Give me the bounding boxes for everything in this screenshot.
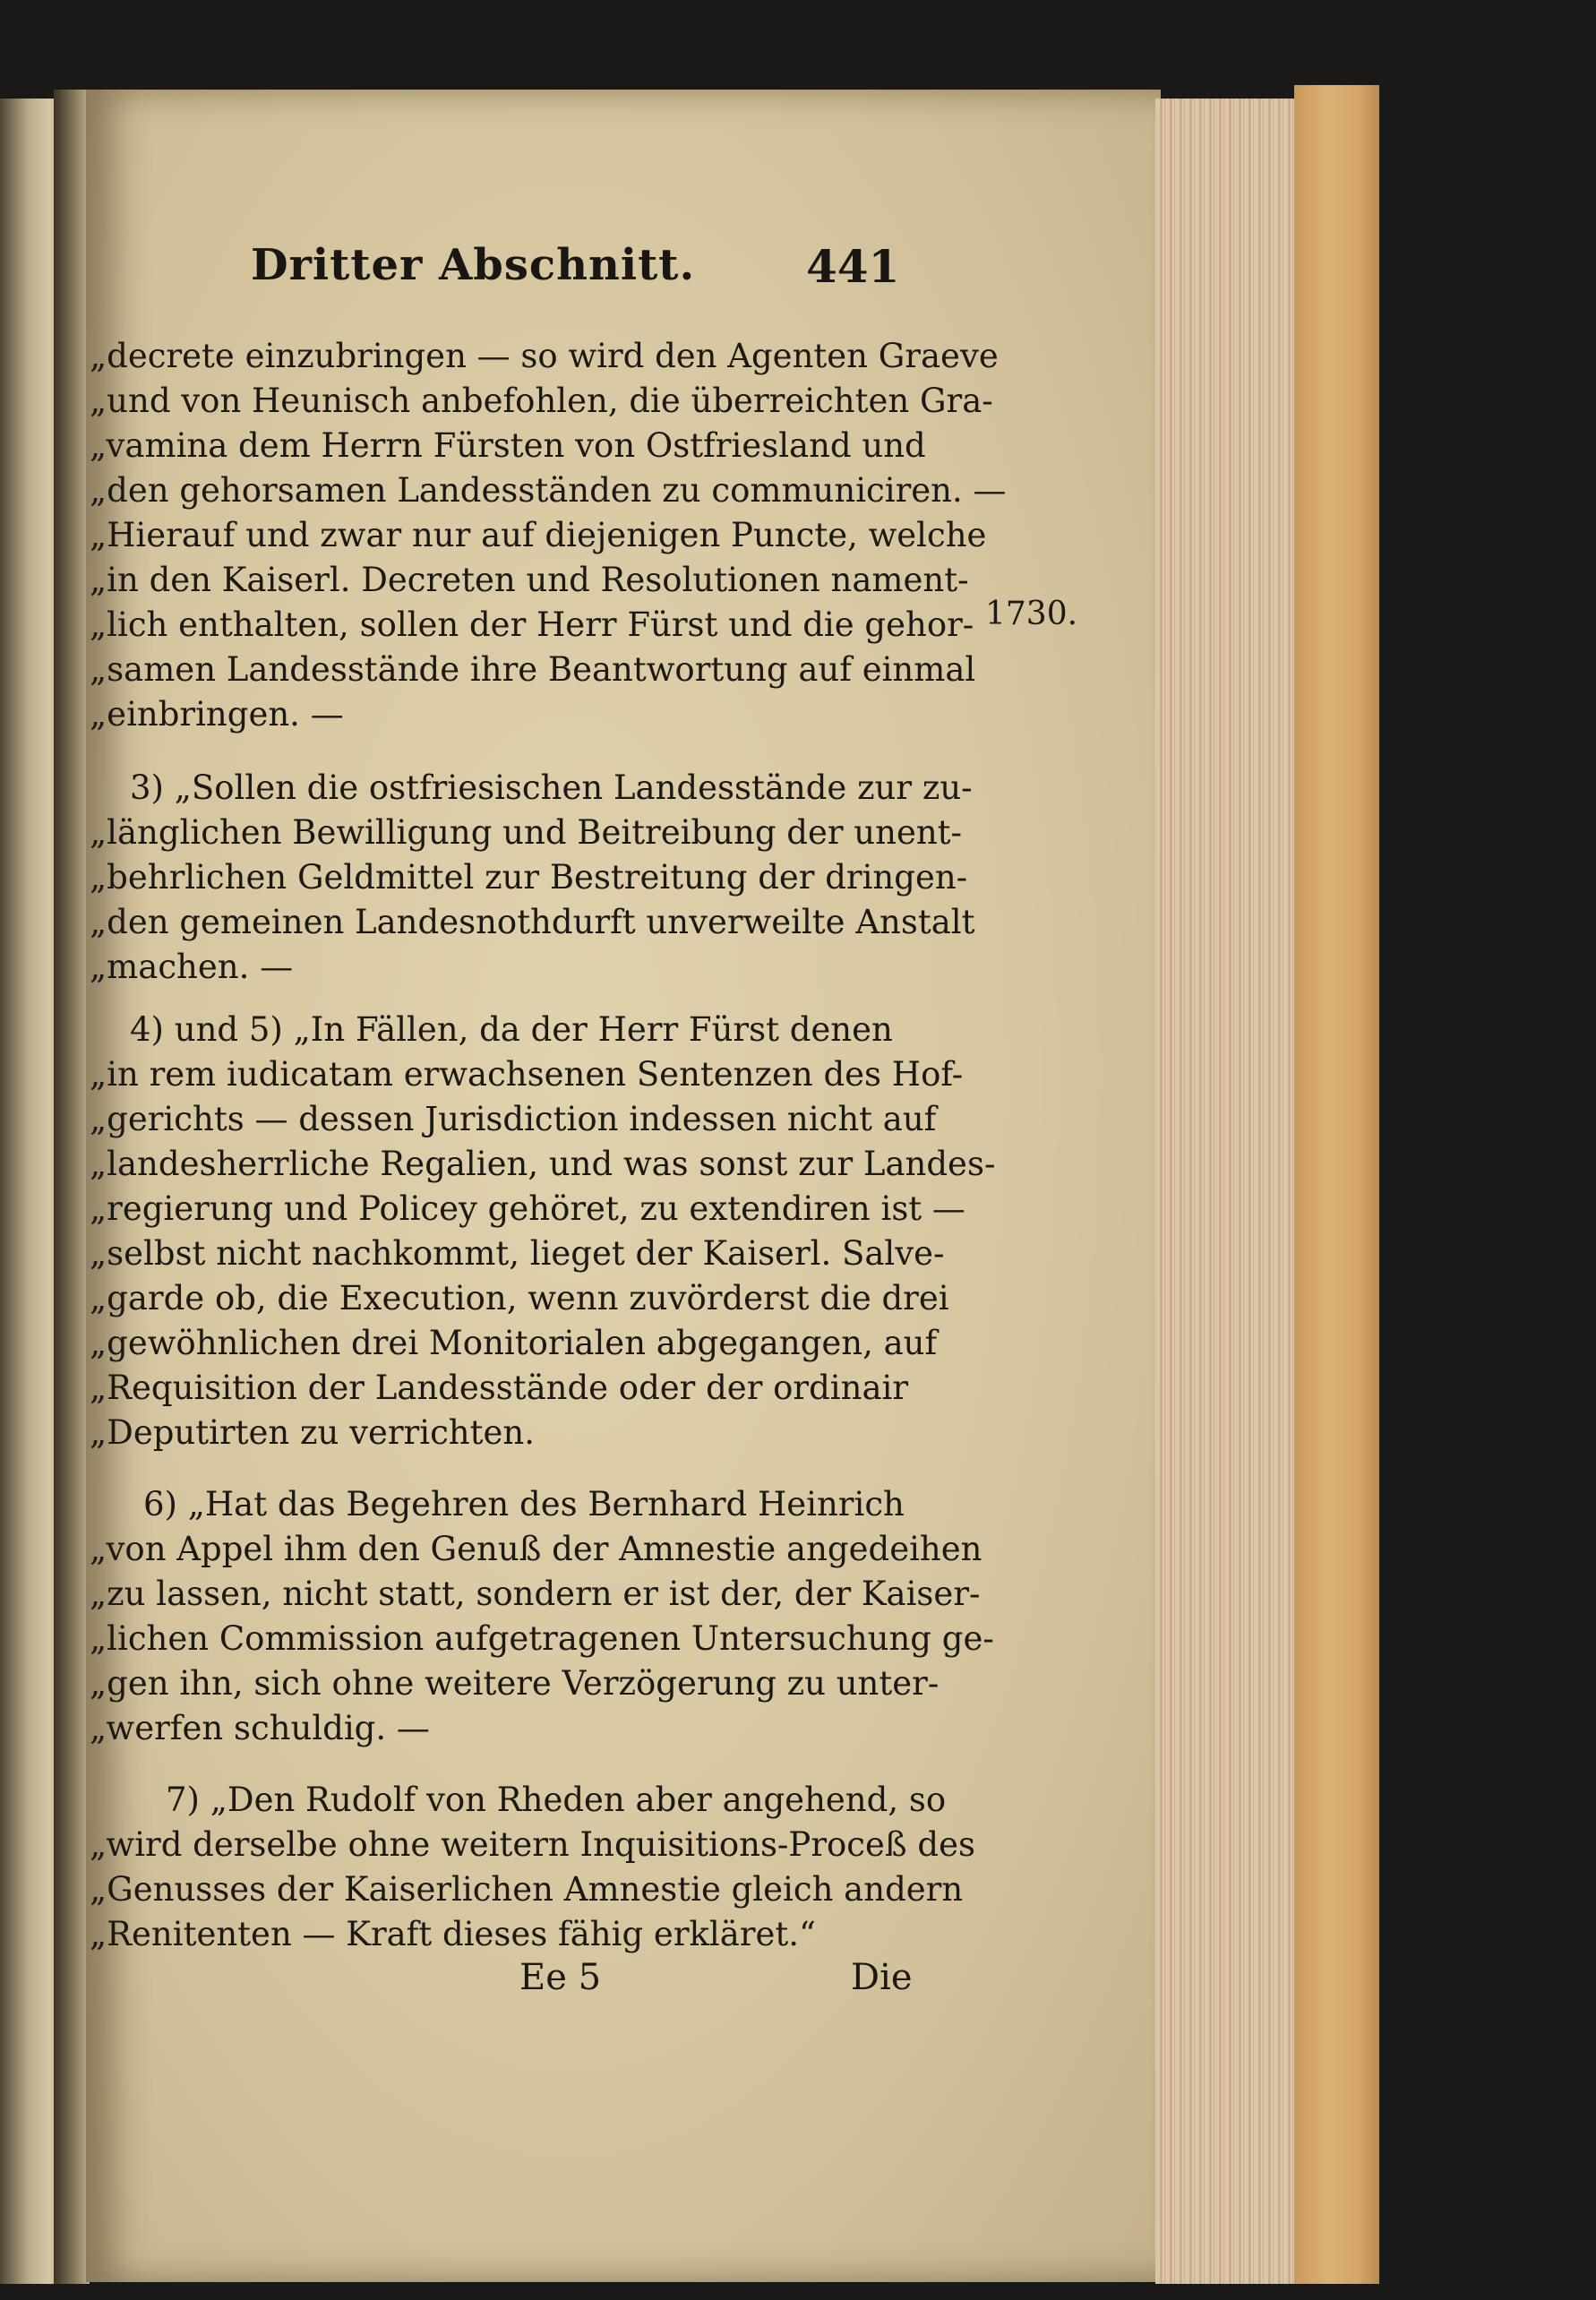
text-line: „landesherrliche Regalien, und was sonst zur Landes- xyxy=(90,1145,996,1183)
text-line: „gewöhnlichen drei Monitorialen abgegangen, auf xyxy=(90,1324,938,1362)
text-line: „Renitenten — Kraft dieses fähig erkläret.“ xyxy=(90,1915,816,1953)
text-line: „decrete einzubringen — so wird den Agenten Graeve xyxy=(90,337,999,375)
text-line: „lichen Commission aufgetragenen Untersuchung ge- xyxy=(90,1619,994,1658)
text-line: „lich enthalten, sollen der Herr Fürst und die gehor- xyxy=(90,605,974,644)
signature-mark: Ee 5 xyxy=(519,1957,602,1998)
margin-note-year: 1730. xyxy=(985,596,1078,632)
text-line: „zu lassen, nicht statt, sondern er ist der, der Kaiser- xyxy=(90,1575,981,1613)
text-line: „gerichts — dessen Jurisdiction indessen nicht auf xyxy=(90,1100,937,1138)
page-edges xyxy=(1155,99,1301,2284)
running-head: Dritter Abschnitt. xyxy=(251,240,696,290)
book-gutter xyxy=(54,90,90,2284)
text-line: 7) „Den Rudolf von Rheden aber angehend, so xyxy=(166,1781,947,1819)
text-line: „wird derselbe ohne weitern Inquisitions-Proceß des xyxy=(90,1825,975,1864)
text-line: „werfen schuldig. — xyxy=(90,1709,430,1747)
text-line: „machen. — xyxy=(90,948,294,986)
page-header xyxy=(251,240,1021,303)
text-line: „selbst nicht nachkommt, lieget der Kaiserl. Salve- xyxy=(90,1234,945,1273)
text-line: 3) „Sollen die ostfriesischen Landesstände zur zu- xyxy=(130,768,973,807)
book-cover-edge xyxy=(1294,85,1379,2284)
text-line: „vamina dem Herrn Fürsten von Ostfriesland und xyxy=(90,426,926,465)
text-line: „gen ihn, sich ohne weitere Verzögerung zu unter- xyxy=(90,1664,940,1703)
text-line: „in den Kaiserl. Decreten und Resolutionen nament- xyxy=(90,561,969,599)
text-line: „länglichen Bewilligung und Beitreibung der unent- xyxy=(90,813,963,852)
text-line: „Genusses der Kaiserlichen Amnestie gleich andern xyxy=(90,1870,964,1909)
text-line: „und von Heunisch anbefohlen, die überreichten Gra- xyxy=(90,382,993,420)
text-line: „von Appel ihm den Genuß der Amnestie angedeihen xyxy=(90,1530,982,1568)
text-line: „in rem iudicatam erwachsenen Sentenzen des Hof- xyxy=(90,1055,964,1094)
catchword: Die xyxy=(851,1957,913,1998)
text-line: „behrlichen Geldmittel zur Bestreitung der dringen- xyxy=(90,858,968,897)
text-line: „regierung und Policey gehöret, zu extendiren ist — xyxy=(90,1189,965,1228)
text-line: „samen Landesstände ihre Beantwortung auf einmal xyxy=(90,650,976,689)
text-line: „Requisition der Landesstände oder der ordinair xyxy=(90,1369,909,1407)
text-line: „einbringen. — xyxy=(90,695,344,734)
text-line: „Deputirten zu verrichten. xyxy=(90,1413,535,1452)
text-line: „Hierauf und zwar nur auf diejenigen Puncte, welche xyxy=(90,516,987,554)
page-footer xyxy=(519,1957,967,2011)
text-line: „den gehorsamen Landesständen zu communiciren. — xyxy=(90,471,1007,510)
text-line: „garde ob, die Execution, wenn zuvörderst die drei xyxy=(90,1279,949,1317)
text-line: 6) „Hat das Begehren des Bernhard Heinrich xyxy=(143,1485,905,1523)
page-number: 441 xyxy=(806,240,900,293)
text-line: „den gemeinen Landesnothdurft unverweilte Anstalt xyxy=(90,903,975,941)
text-line: 4) und 5) „In Fällen, da der Herr Fürst denen xyxy=(130,1010,893,1049)
